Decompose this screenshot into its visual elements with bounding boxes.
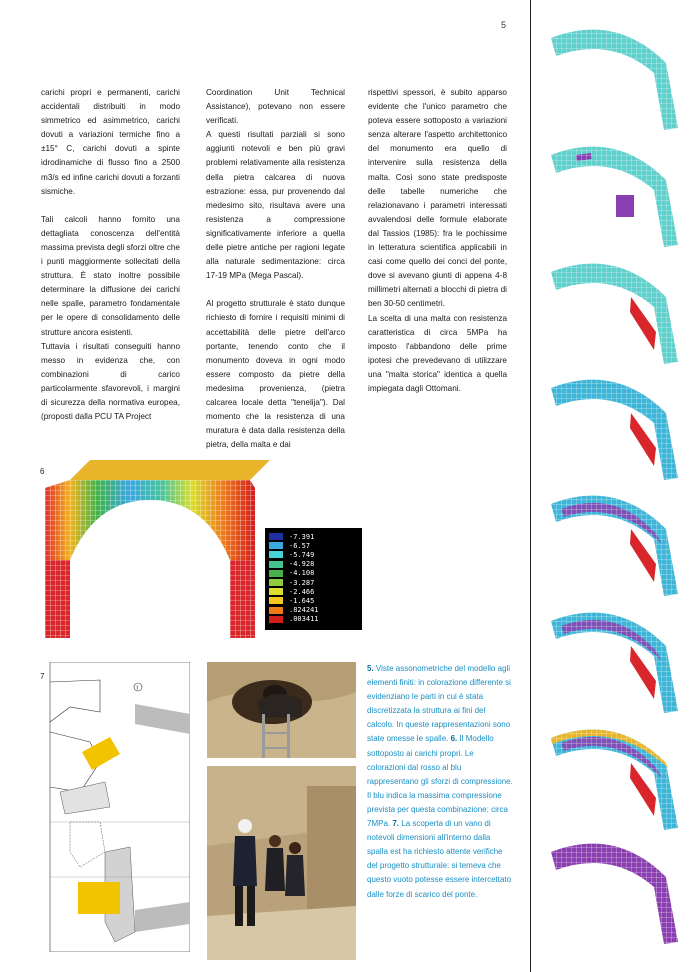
legend-row: .003411 bbox=[269, 615, 358, 624]
fem-view-thumbnail bbox=[546, 18, 686, 133]
legend-row: -4.108 bbox=[269, 569, 358, 578]
photo-people-in-void bbox=[207, 766, 356, 960]
legend-row: .824241 bbox=[269, 606, 358, 615]
photo-cave-opening bbox=[207, 662, 356, 758]
figure-6-number: 6 bbox=[40, 467, 45, 476]
col1-para-1: carichi propri e permanenti, carichi accidentali distribuiti in modo simmetrico ed asimmetrico, carichi dovuti a variazioni termiche fino a ±15° C, carichi dovuti a spinte idrodinamiche di flusso fino a 2500 m3/s ed infine carichi dovuti a forzanti sismiche. bbox=[41, 88, 180, 196]
legend-row: -6.57 bbox=[269, 541, 358, 550]
arch-top-deck bbox=[70, 460, 270, 480]
fem-view-thumbnail bbox=[546, 135, 686, 250]
fem-view-thumbnail bbox=[546, 832, 686, 947]
svg-text:i: i bbox=[136, 685, 138, 692]
fem-arch-figure bbox=[40, 450, 270, 640]
legend-row: -5.749 bbox=[269, 550, 358, 559]
fem-view-thumbnail bbox=[546, 718, 686, 833]
col2-para-1: Coordination Unit Technical Assistance), potevano non essere verificati. bbox=[206, 88, 345, 126]
col2-para-2: A questi risultati parziali si sono aggiunti notevoli e ben più gravi problemi relativamente alla resistenza della pietra calcarea di nuova estrazione: essa, pur provenendo dal medesimo sito, risultava avere una resistenza a compressione significativamente inferiore a quella delle pietre antiche per ragioni legate alla naturale sedimentazione: circa 17-19 MPa (Mega Pascal). bbox=[206, 130, 345, 281]
legend-row: -3.287 bbox=[269, 578, 358, 587]
legend-row: -4.928 bbox=[269, 560, 358, 569]
fem-view-thumbnail bbox=[546, 252, 686, 367]
col1-para-2: Tali calcoli hanno fornito una dettagliata conoscenza dell'entità massima prevista degli sforzi oltre che i punti maggiormente sollecitati della struttura. È stato inoltre possibile determinare la diffusione dei carichi nelle spalle, parametro fondamentale per le opere di consolidamento delle strutture ancora esistenti. bbox=[41, 214, 180, 337]
col1-para-3: Tuttavia i risultati conseguiti hanno messo in evidenza che, con combinazioni di carico particolarmente sfavorevoli, i margini di sicurezza della normativa europea, (proposti dalla PCU TA Project bbox=[41, 341, 180, 422]
fem-view-thumbnail bbox=[546, 484, 686, 599]
fem-view-thumbnail bbox=[546, 368, 686, 483]
caption-num-5: 5. bbox=[367, 664, 374, 673]
fem-view-thumbnail bbox=[546, 601, 686, 716]
col3-para-2: La scelta di una malta con resistenza caratteristica di circa 5MPa ha imposto l'abbandono delle prime ipotesi che prevedevano di utilizzare una "malta storica" identica a quella impiegata dagli Ottomani. bbox=[368, 313, 507, 393]
caption-text-7: La scoperta di un vano di notevoli dimensioni all'interno dalla spalla est ha richiesto attente verifiche del progetto strutturale: si temeva che questo vuoto potesse essere intercettato dalle forze di scarico del ponte. bbox=[367, 819, 512, 899]
sidebar-divider bbox=[530, 0, 531, 972]
caption-num-6: 6. bbox=[450, 734, 458, 744]
figure-7-number: 7 bbox=[40, 672, 45, 681]
stress-legend bbox=[265, 528, 362, 630]
col2-para-3: Al progetto strutturale è stato dunque richiesto di fornire i requisiti minimi di accettabilità delle pietre dell'arco portante, tenendo conto che il monumento doveva in ogni modo essere composto da pietre della medesima provenienza, (pietra calcarea locale detta "tenelija"). Dal momento che la resistenza di una muratura è data dalla resistenza della pietra, della malta e dai bbox=[206, 299, 345, 450]
legend-row: -1.645 bbox=[269, 596, 358, 605]
plan-drawing bbox=[40, 662, 190, 952]
caption-text-5: Viste assonometriche del modello agli elementi finiti: in colorazione differente si evidenziano le parti in cui è stata discretizzata la struttura ai fini del calcolo. In queste rappresentazioni sono state omesse le spalle. bbox=[367, 664, 511, 744]
page-number: 5 bbox=[501, 20, 507, 30]
legend-row: -7.391 bbox=[269, 532, 358, 541]
caption-text-6: Il Modello sottoposto ai carichi propri. Le colorazioni dal rosso al blu rappresentano gli sforzi di compressione. Il blu indica la massima compressione prevista per questa combinazione: circa 7MPa. bbox=[367, 734, 513, 829]
col3-para-1: rispettivi spessori, è subito apparso evidente che l'unico parametro che poteva essere sottoposto a variazioni senza alterare l'aspetto architettonico del monumento era quello di intervenire sulla resistenza della malta. Così sono state predisposte delle tabelle numeriche che relazionavano i parametri interessati avvalendosi delle formule elaborate dal Tassios (1985): fra le pochissime in letteratura scientifica applicabili in casi come quello dei conci del ponte, dove si avevano giunti di appena 4-8 millimetri alternati a blocchi di pietra di ben 30-50 centimetri. bbox=[368, 88, 507, 309]
column-2 bbox=[206, 86, 345, 452]
arch-mesh-overlay bbox=[45, 480, 255, 638]
caption-num-7: 7. bbox=[392, 819, 400, 829]
legend-row: -2.466 bbox=[269, 587, 358, 596]
plan-yellow-section bbox=[78, 882, 120, 914]
figure-caption bbox=[367, 662, 513, 902]
column-3 bbox=[368, 86, 507, 396]
column-1 bbox=[41, 86, 180, 424]
